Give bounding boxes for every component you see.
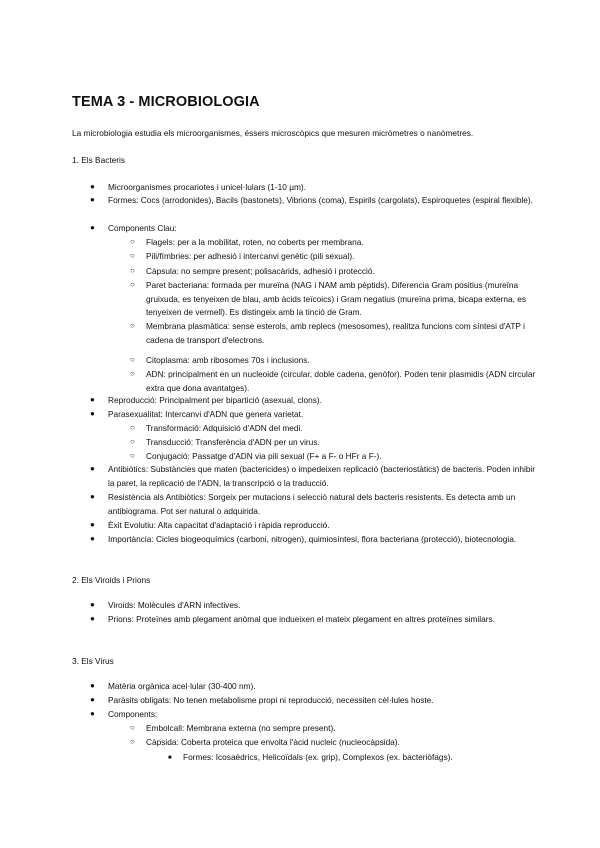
page-title: TEMA 3 - MICROBIOLOGIA [72, 94, 260, 110]
section-heading-bacteris: 1. Els Bacteris [72, 155, 126, 165]
list-item: Parasexualitat: Intercanvi d'ADN que genera varietat. [108, 409, 304, 419]
bullet-circle-icon: ○ [130, 280, 135, 289]
bullet-disc-icon: ● [90, 600, 95, 609]
bullet-disc-icon: ● [90, 614, 95, 623]
section-heading-virus: 3. Els Virus [72, 656, 114, 666]
list-item: Paret bacteriana: formada per mureïna (NAG i NAM amb pèptids). Diferencia Gram positius (mureïna gruixuda, es tenyeixen de blau, amb àcids teïcoics) i Gram negatius (mureïna prima, bicapa externa, es tenyeixen de vermell). Es distingeix amb la tinció de Gram. [146, 280, 527, 317]
bullet-disc-icon: ● [90, 695, 95, 704]
bullet-circle-icon: ○ [130, 451, 135, 460]
list-item: Transformació: Adquisició d'ADN del medi. [146, 423, 303, 433]
bullet-circle-icon: ○ [130, 737, 135, 746]
list-item: Formes: Icosaèdrics, Helicoïdals (ex. grip), Complexos (ex. bacteriòfags). [183, 752, 453, 762]
bullet-disc-icon: ● [90, 223, 95, 232]
section-heading-viroids-prions: 2. Els Viroids i Prions [72, 575, 151, 585]
list-item: Microorganismes procariotes i unicel·lulars (1-10 µm). [108, 182, 306, 192]
bullet-square-icon: ■ [168, 755, 172, 761]
list-item: Èxit Evolutiu: Alta capacitat d'adaptació i ràpida reproducció. [108, 520, 330, 530]
bullet-disc-icon: ● [90, 182, 95, 191]
list-item: Formes: Cocs (arrodonides), Bacils (bastonets), Vibrions (coma), Espirils (cargolats), Espiroquetes (espiral flexible). [108, 195, 533, 205]
list-item: Components Clau: [108, 223, 177, 233]
list-item: Conjugació: Passatge d'ADN via pili sexual (F+ a F- o HFr a F-). [146, 451, 382, 461]
bullet-disc-icon: ● [90, 534, 95, 543]
list-item: Antibiòtics: Substàncies que maten (bactericides) o impedeixen replicació (bacteriostàtics) de bacteris. Poden inhibir la paret, la replicació de l'ADN, la transcripció o la traducció. [108, 464, 536, 488]
bullet-circle-icon: ○ [130, 355, 135, 364]
list-item: Reproducció: Principalment per bipartició (asexual, clons). [108, 395, 322, 405]
bullet-disc-icon: ● [90, 492, 95, 501]
list-item: Embolcall: Membrana externa (no sempre present). [146, 723, 336, 733]
list-item: Pili/fímbries: per adhesió i intercanvi genètic (pili sexual). [146, 251, 355, 261]
bullet-disc-icon: ● [90, 464, 95, 473]
list-item: Flagels: per a la mobilitat, roten, no coberts per membrana. [146, 237, 364, 247]
list-item: Resistència als Antibiòtics: Sorgeix per mutacions i selecció natural dels bacteris resistents. Es detecta amb un antibiograma. Pot ser natural o adquirida. [108, 492, 516, 516]
bullet-circle-icon: ○ [130, 251, 135, 260]
bullet-circle-icon: ○ [130, 237, 135, 246]
list-item: Viroids: Molècules d'ARN infectives. [108, 600, 241, 610]
list-item: Components: [108, 709, 158, 719]
list-item: Transducció: Transferència d'ADN per un virus. [146, 437, 320, 447]
bullet-disc-icon: ● [90, 195, 95, 204]
bullet-disc-icon: ● [90, 395, 95, 404]
bullet-disc-icon: ● [90, 681, 95, 690]
bullet-circle-icon: ○ [130, 321, 135, 330]
list-item: Importància: Cicles biogeoquímics (carboni, nitrogen), quimiosíntesi, flora bacteriana (protecció), biotecnologia. [108, 534, 517, 544]
list-item: Càpsula: no sempre present; polisacàrids, adhesió i protecció. [146, 266, 375, 276]
list-item: Prions: Proteïnes amb plegament anòmal que indueixen el mateix plegament en altres proteïnes similars. [108, 614, 495, 624]
bullet-circle-icon: ○ [130, 266, 135, 275]
list-item: ADN: principalment en un nucleoide (circular, doble cadena, genòfor). Poden tenir plasmidis (ADN circular extra que dona avantatges). [146, 369, 536, 393]
bullet-circle-icon: ○ [130, 423, 135, 432]
bullet-disc-icon: ● [90, 520, 95, 529]
bullet-circle-icon: ○ [130, 723, 135, 732]
bullet-circle-icon: ○ [130, 369, 135, 378]
list-item: Citoplasma: amb ribosomes 70s i inclusions. [146, 355, 310, 365]
list-item: Matèria orgànica acel·lular (30-400 nm). [108, 681, 256, 691]
intro-paragraph: La microbiologia estudia els microorganismes, éssers microscòpics que mesuren micròmetres o nanòmetres. [72, 128, 474, 138]
list-item: Càpsida: Coberta proteica que envolta l'àcid nucleic (nucleocàpsida). [146, 737, 400, 747]
bullet-disc-icon: ● [90, 409, 95, 418]
bullet-circle-icon: ○ [130, 437, 135, 446]
list-item: Membrana plasmàtica: sense esterols, amb replecs (mesosomes), realitza funcions com síntesi d'ATP i cadena de transport d'electrons. [146, 321, 525, 345]
list-item: Paràsits obligats: No tenen metabolisme propi ni reproducció, necessiten cèl·lules hoste. [108, 695, 434, 705]
bullet-disc-icon: ● [90, 709, 95, 718]
